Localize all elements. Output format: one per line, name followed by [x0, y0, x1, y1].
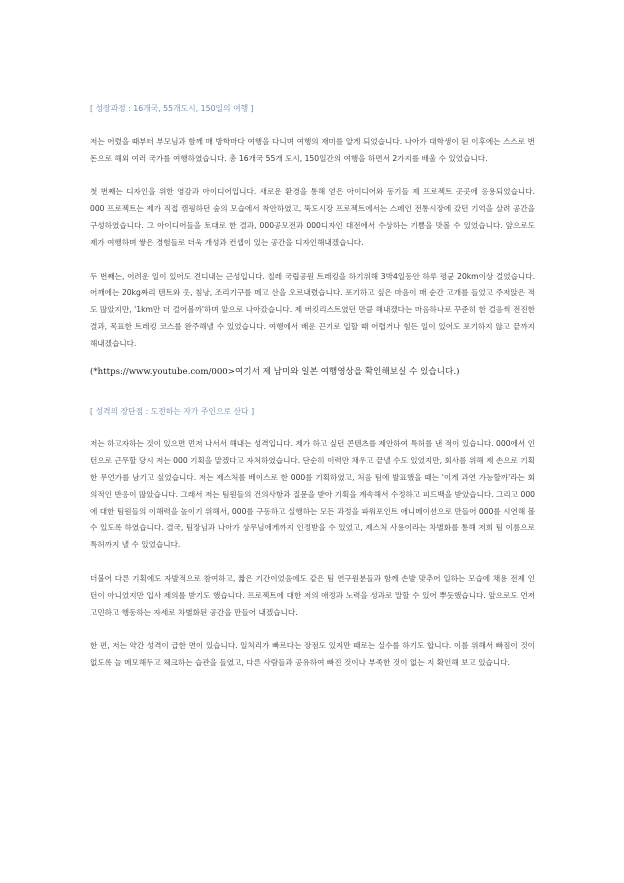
video-link-note[interactable]: (*https://www.youtube.com/000>여기서 제 남미와 일본 여행영상을 확인해보실 수 있습니다.)	[90, 366, 460, 377]
paragraph-growth-persistence: 두 번째는, 어려운 일이 있어도 견디내는 근성입니다. 칠레 국립공원 트레킹을 하기위해 3박4일동안 하루 평균 20km이상 걸었습니다. 어깨에는 20kg짜리 텐트와 옷, 침낭, 조리기구를 메고 산을 오르내렸습니다. 포기하고 싶은 마음이 매 순간 고개를 들었고 주저앉은 적도 많았지만, '1km만 더 걸어볼까'하며 앞으로 나아갔습니다. 제 버킷리스트였던 만큼 해내겠다는 마음하나로 꾸준히 한 걸음씩 전진한 결과, 목표한 트레킹 코스를 완주해낼 수 있었습니다. 여행에서 배운 끈기로 일할 때 어렵거나 힘든 일이 있어도 포기하지 않고 끝까지 해내겠습니다.	[90, 271, 535, 348]
paragraph-personality-initiative: 저는 하고자하는 것이 있으면 먼저 나서서 해내는 성격입니다. 제가 하고 싶던 콘텐츠를 제안하여 특허를 낸 적이 있습니다. 000에서 인턴으로 근무할 당시 저는 000 기획을 맡겠다고 자처하였습니다. 단순히 이력만 채우고 끝낼 수도 있었지만, 회사를 위해 제 손으로 기획한 무언가를 남기고 싶었습니다. 저는 제스처를 베이스로 한 000를 기획하였고, 처음 팀에 발표했을 때는 '이게 과연 가능할까'라는 회의적인 반응이 많았습니다. 그래서 저는 팀원들의 건의사항과 질문을 받아 기획을 계속해서 수정하고 피드백을 받았습니다. 그리고 000에 대한 팀원들의 이해력을 높이기 위해서, 000를 구동하고 실행하는 모든 과정을 파워포인트 애니메이션으로 만들어 000를 시연해 볼 수 있도록 하였습니다. 결국, 팀장님과 나아가 상무님에게까지 인정받을 수 있었고, 제스처 사용이라는 차별화를 통해 저희 팀 이름으로 특허까지 낼 수 있었습니다.	[90, 439, 535, 550]
document-page	[90, 101, 535, 689]
paragraph-growth-inspiration: 첫 번째는 디자인을 위한 영감과 아이디어입니다. 새로운 환경을 통해 얻은 아이디어와 동기들 제 프로젝트 곳곳에 응용되었습니다. 000 프로젝트는 제가 직접 캠핑하던 숲의 모습에서 착안하였고, 뚝도시장 프로젝트에서는 스페인 전통시장에 갔던 기억을 살려 공간을 구성하였습니다. 그 아이디어들을 토대로 한 결과, 000공모전과 000디자인 대전에서 수상하는 기쁨을 맛볼 수 있었습니다. 앞으로도 제가 여행하며 쌓은 경험들로 더욱 개성과 컨셉이 있는 공간을 디자인해내겠습니다.	[90, 187, 535, 247]
section-heading-personality: [ 성격의 장단점 : 도전하는 자가 주인으로 산다 ]	[90, 406, 255, 416]
paragraph-personality-participation: 더불어 다른 기획에도 자발적으로 참여하고, 짧은 기간이었음에도 같은 팀 연구원분들과 함께 손발 맞추어 일하는 모습에 채용 전제 인턴이 아니었지만 입사 제의를 받기도 했습니다. 프로젝트에 대한 저의 애정과 노력을 성과로 말할 수 있어 뿌듯했습니다. 앞으로도 먼저 고민하고 행동하는 자세로 차별화된 공간을 만들어 내겠습니다.	[90, 573, 535, 617]
paragraph-personality-weakness: 한 편, 저는 약간 성격이 급한 면이 있습니다. 일처리가 빠르다는 장점도 있지만 때로는 실수를 하기도 합니다. 이를 위해서 빠짐이 것이 없도록 늘 메모해두고 체크하는 습관을 들였고, 다른 사람들과 공유하여 빠진 것이나 부족한 것이 없는 지 확인해 보고 있습니다.	[90, 641, 535, 668]
paragraph-growth-intro: 저는 어렸을 때부터 부모님과 함께 매 방학마다 여행을 다니며 여행의 재미를 알게 되었습니다. 나아가 대학생이 된 이후에는 스스로 번 돈으로 해외 여러 국가를 여행하였습니다. 총 16개국 55개 도시, 150일간의 여행을 하면서 2가지를 배울 수 있었습니다.	[90, 136, 535, 163]
section-heading-growth: [ 성장과정 : 16개국, 55개도시, 150일의 여행 ]	[90, 104, 254, 113]
